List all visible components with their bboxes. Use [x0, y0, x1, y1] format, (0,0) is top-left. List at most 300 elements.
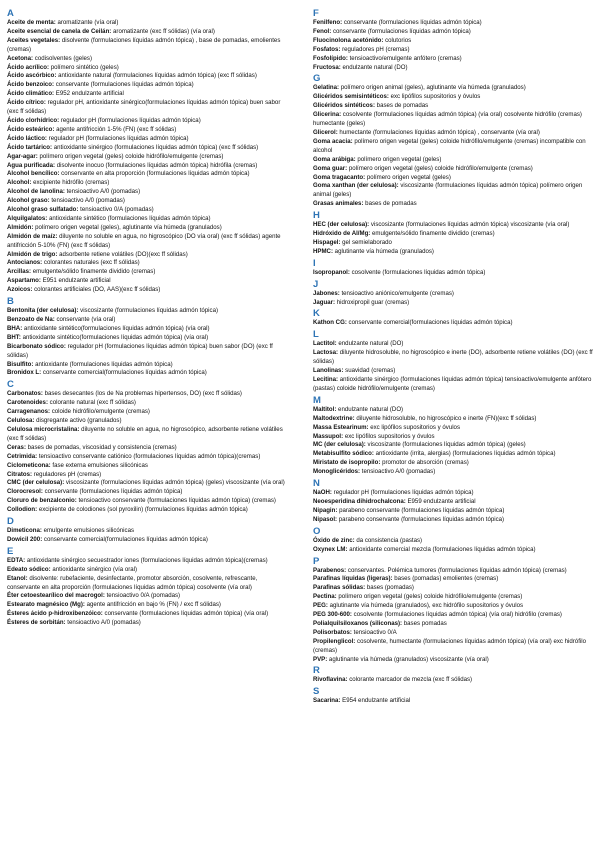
glossary-entry [313, 593, 594, 602]
glossary-entry [7, 527, 289, 536]
entry-description: tensioactivo 0/A (pomadas) [104, 592, 181, 600]
glossary-entry [7, 325, 289, 334]
entry-description: excipiente de colodiones (sol pyroxilin) (formulaciones líquidas admón tópica) [37, 506, 248, 514]
left-column [7, 7, 289, 628]
entry-description: viscosizante (formulaciones líquidas admón tópica) (geles) viscosizante (vía oral) [64, 479, 285, 487]
glossary-entry [313, 19, 594, 28]
entry-term: Parabenos: [313, 566, 347, 574]
entry-description: polímero origen vegetal (geles) [355, 155, 442, 163]
entry-term: Ácido tartárico: [7, 143, 53, 151]
entry-term: CMC (der celulosa): [7, 479, 65, 487]
entry-description: antioxidante (irrita, alergias) (formulaciones líquidas admón tópica) [373, 450, 556, 458]
entry-description: conservante (formulaciones líquidas admón tópica) (vía oral) [102, 610, 269, 618]
section-letter: K [313, 308, 320, 320]
glossary-entry [7, 162, 289, 171]
section-letter: P [313, 555, 320, 567]
entry-description: cosolvente, humectante (formulaciones líquidas admón tópica) (vía oral) exc hidrófilo (cremas) [313, 637, 586, 654]
section-letter: A [7, 8, 14, 19]
glossary-entry [313, 376, 594, 394]
glossary-entry [313, 319, 594, 328]
glossary-entry [7, 316, 289, 325]
entry-description: antioxidante sinérgico (vía oral) [50, 565, 138, 573]
glossary-entry [7, 488, 289, 497]
glossary-entry [7, 268, 289, 277]
entry-term: Ceras: [7, 443, 26, 451]
glossary-entry [313, 84, 594, 93]
glossary-entry [313, 629, 594, 638]
entry-term: Bronidox L: [7, 369, 42, 377]
glossary-entry [7, 334, 289, 343]
entry-description: conservante comercial(formulaciones líquidas admón tópica) [346, 319, 513, 327]
glossary-entry [7, 592, 289, 601]
glossary-entry [7, 28, 289, 37]
entry-description: fase externa emulsiones silicónicas [50, 461, 148, 469]
entry-description: codisolventes (geles) [33, 54, 93, 62]
entry-term: Goma arábiga: [313, 155, 356, 163]
entry-description: tensioactivo conservante (formulaciones líquidas admón tópica) (cremas) [76, 497, 276, 505]
section-letter: O [313, 525, 321, 537]
glossary-entry [7, 497, 289, 506]
entry-description: bases (pomadas) [365, 584, 414, 592]
section-letter: L [313, 329, 319, 341]
entry-description: polímero origen vegetal (geles), aglutinante vía húmeda (granulados) [33, 223, 222, 231]
entry-description: bases (pomadas) emolientes (cremas) [392, 575, 499, 583]
entry-description: E951 endulzante artificial [40, 277, 111, 285]
entry-description: emulgente/sólido finamente dividido (cremas) [31, 268, 156, 276]
glossary-entry [313, 441, 594, 450]
glossary-entry [7, 224, 289, 233]
glossary-entry [313, 340, 594, 349]
entry-term: Fenol: [313, 27, 332, 35]
glossary-entry [313, 584, 594, 593]
entry-term: Oxynex LM: [313, 545, 348, 553]
glossary-entry [7, 215, 289, 224]
entry-term: Aspartamo: [7, 277, 41, 285]
section-letter: I [313, 257, 316, 269]
entry-term: Glicerol: [313, 128, 338, 136]
glossary-entry [7, 453, 289, 462]
entry-description: polímero origen vegetal (geles) coloide hidrófilo/emulgente (cremas) [347, 164, 533, 172]
entry-description: viscosizante (formulaciones líquidas admón tópica) [78, 307, 218, 315]
entry-term: Ésteres de sorbitán: [7, 619, 66, 627]
entry-description: aglutinante vía húmeda (granulados) viscosizante (vía oral) [327, 655, 489, 663]
entry-description: polímero origen vegetal (geles) coloide hidrófilo/emulgente (cremas) incompatible con alcohol [313, 137, 586, 154]
entry-description: bases desecantes (los de Na problemas hipertensos, DO) (exc ff sólidas) [42, 390, 242, 398]
glossary-entry [7, 399, 289, 408]
entry-description: polímero sintético (geles) [49, 63, 119, 71]
entry-term: Estearato magnésico (Mg): [7, 601, 85, 609]
entry-term: Ácido esteárico: [7, 125, 55, 133]
entry-term: Lanolinas: [313, 367, 344, 375]
entry-description: conservantes. Polémica tumores (formulaciones líquidas admón tópica) (cremas) [346, 566, 567, 574]
entry-description: conservante (formulaciones líquidas admón tópica) [42, 488, 183, 496]
entry-description: disolvente inocuo (formulaciones líquidas admón tópica) hidrófila (cremas) [55, 161, 258, 169]
glossary-entry [313, 64, 594, 73]
entry-description: emulgente emulsiones silicónicas [41, 527, 135, 535]
entry-term: Collodion: [7, 506, 38, 514]
glossary-entry [313, 406, 594, 415]
entry-term: Ácido láctico: [7, 134, 47, 142]
entry-description: colorante natural (exc ff sólidas) [47, 399, 136, 407]
entry-term: MC (der celulosa): [313, 441, 366, 449]
entry-term: Ácido climático: [7, 90, 55, 98]
glossary-entry [7, 361, 289, 370]
glossary-entry [7, 64, 289, 73]
entry-description: aromatizante (vía oral) [55, 19, 119, 26]
glossary-entry [7, 37, 289, 55]
entry-description: polímero origen vegetal (geles) coloide hidrófilo/emulgente (cremas) [37, 152, 224, 160]
entry-description: antioxidante sinérgico secuestrador iones (formulaciones líquidas admón tópica)(cremas) [25, 556, 268, 564]
entry-term: Massupol: [313, 432, 344, 440]
glossary-entry [7, 408, 289, 417]
glossary-entry [313, 656, 594, 665]
glossary-entry [313, 28, 594, 37]
entry-term: Almidón de trigo: [7, 250, 58, 258]
entry-term: Polisorbatos: [313, 628, 352, 636]
glossary-entry [7, 557, 289, 566]
entry-term: Ácido cítrico: [7, 99, 46, 107]
glossary-entry [313, 367, 594, 376]
glossary-entry [313, 575, 594, 584]
entry-description: exc lipófilos supositorios y óvulos [368, 423, 460, 431]
glossary-entry [7, 575, 289, 593]
right-column [313, 7, 594, 706]
entry-description: agente antifricción 1-5% (FN) (exc ff sólidas) [54, 125, 177, 133]
glossary-entry [313, 46, 594, 55]
entry-term: Dimeticona: [7, 527, 42, 535]
glossary-entry [7, 619, 289, 628]
glossary-entry [313, 567, 594, 576]
entry-description: E954 endulzante artificial [340, 697, 411, 705]
entry-term: Goma tragacanto: [313, 173, 366, 181]
entry-description: conservante (formulaciones líquidas admón tópica) [331, 27, 471, 35]
entry-term: Cloruro de benzalconio: [7, 497, 77, 505]
glossary-entry [7, 206, 289, 215]
entry-term: Arcillas: [7, 268, 32, 276]
glossary-entry [7, 135, 289, 144]
entry-description: adsorbente retiene volátiles (DO)(exc ff sólidas) [57, 250, 188, 258]
entry-term: NaOH: [313, 489, 332, 497]
entry-description: antioxidante natural (formulaciones líquidas admón tópica) (exc ff sólidas) [56, 72, 257, 80]
glossary-entry [7, 390, 289, 399]
entry-description: exc lipófilos supositorios y óvulos [343, 432, 435, 440]
entry-description: humectante (formulaciones líquidas admón tópica) , conservante (vía oral) [337, 128, 540, 136]
entry-term: EDTA: [7, 556, 26, 564]
entry-description: emulgente/sólido finamente dividido (cremas) [370, 230, 495, 238]
entry-description: viscosizante (formulaciones líquidas admón tópica) viscosizante (vía oral) [369, 221, 570, 229]
entry-term: Acetona: [7, 54, 34, 62]
entry-description: disolvente: rubefaciente, desinfectante, promotor absorción, cosolvente, refrescante, conservante en alta proporción (formulaciones líquidas admón tópica) cosolvente (vía oral) [7, 574, 258, 591]
entry-term: Nipasol: [313, 515, 338, 523]
entry-description: viscosizante (formulaciones líquidas admón tópica) (geles) [365, 441, 526, 449]
entry-description: da consistencia (pastas) [354, 536, 423, 544]
glossary-entry [7, 471, 289, 480]
entry-description: regulador pH (formulaciones líquidas admón tópica) [59, 116, 201, 124]
entry-term: Jabones: [313, 289, 340, 297]
entry-term: Aceite esencial de canela de Ceilán: [7, 27, 112, 35]
entry-term: Alcohol graso sulfatado: [7, 206, 79, 214]
entry-description: diluyente hidrosoluble, no higroscópico e inerte (FN)(exc ff sólidas) [354, 414, 537, 422]
entry-term: Glicéridos semisintéticos: [313, 93, 389, 101]
glossary-entry [313, 424, 594, 433]
entry-term: Parafinas líquidas (ligeras): [313, 575, 393, 583]
entry-term: Massa Estearinum: [313, 423, 369, 431]
glossary-entry [7, 81, 289, 90]
entry-term: Fructosa: [313, 63, 341, 71]
entry-description: aglutinante vía húmeda (granulados), exc hidrófilo supositorios y óvulos [327, 602, 524, 610]
glossary-entry [7, 610, 289, 619]
glossary-entry [7, 479, 289, 488]
glossary-entry [7, 144, 289, 153]
entry-description: antioxidante sintético(formulaciones líquidas admón tópica) (vía oral) [20, 333, 209, 341]
glossary-entry [313, 546, 594, 555]
entry-term: Polialquilsiloxanos (siliconas): [313, 619, 403, 627]
glossary-entry [7, 369, 289, 378]
entry-description: E952 endulzante artificial [54, 90, 124, 98]
glossary-entry [313, 537, 594, 546]
glossary-entry [7, 307, 289, 316]
entry-description: tensioactivo A/0 (pomadas) [64, 188, 141, 196]
entry-description: antioxidante sinérgico (formulaciones líquidas admón tópica) tensioactivo/emulgente anfótero (pastas) coloide hidrófilo/emulgente (cremas) [313, 376, 592, 392]
glossary-entry [313, 239, 594, 248]
entry-description: regulador pH, antioxidante sinérgico(formulaciones líquidas admón tópica) buen sabor (exc ff sólidas) [7, 99, 281, 116]
entry-term: Celulosa microcristalina: [7, 425, 80, 433]
glossary-entry [313, 290, 594, 299]
entry-term: Propilenglicol: [313, 637, 356, 645]
entry-term: Aceites vegetales: [7, 36, 61, 44]
glossary-entry [313, 507, 594, 516]
entry-term: Fosfolípido: [313, 54, 348, 62]
entry-description: E959 endulzante artificial [405, 497, 476, 505]
glossary-entry [313, 200, 594, 209]
entry-description: tensioactivo 0/A [351, 628, 397, 636]
entry-term: Celulosa: [7, 417, 35, 425]
entry-description: diluyente hidrosoluble, no higroscópico e inerte (DO), adsorbente retiene volátiles (DO) (exc ff sólidas) [313, 349, 593, 366]
glossary-entry [313, 299, 594, 308]
entry-description: polímero origen vegetal (geles) [365, 173, 451, 181]
entry-description: excipiente hidrófilo (cremas) [31, 179, 110, 187]
entry-term: Clorocresol: [7, 488, 43, 496]
entry-term: Almidón de maíz: [7, 232, 58, 240]
glossary-entry [313, 433, 594, 442]
entry-description: diluyente no soluble en agua, no higroscópico, adsorbente retiene volátiles (exc ff sólidas) [7, 425, 283, 442]
entry-term: Maltitol: [313, 405, 337, 413]
entry-term: Maltodextrine: [313, 414, 355, 422]
entry-term: Dowicil 200: [7, 535, 43, 543]
entry-term: Ésteres ácido p-hidroxibenzóico: [7, 610, 103, 618]
entry-description: colorante marcador de mezcla (exc ff sólidas) [347, 676, 473, 684]
entry-term: Bentonita (der celulosa): [7, 307, 79, 315]
entry-term: Hispagel: [313, 238, 341, 246]
section-letter: S [313, 686, 320, 698]
entry-description: bases pomadas [402, 619, 447, 627]
entry-term: PEG 300-600: [313, 611, 352, 619]
glossary-entry [313, 676, 594, 685]
entry-description: parabeno conservante (formulaciones líquidas admón tópica) [337, 515, 505, 523]
entry-term: Hidróxido de Al/Mg: [313, 230, 371, 238]
entry-term: Citratos: [7, 470, 33, 478]
entry-description: antioxidante sinérgico (formulaciones líquidas admón tópica) (exc ff sólidas) [52, 143, 259, 151]
entry-term: Alcohol: [7, 179, 32, 187]
entry-description: endulzante natural (DO) [336, 340, 404, 348]
glossary-entry [313, 37, 594, 46]
entry-term: Miristato de isopropilo: [313, 459, 381, 467]
section-letter: R [313, 665, 320, 677]
glossary-entry [313, 93, 594, 102]
glossary-entry [7, 55, 289, 64]
entry-term: Monoglicéridos: [313, 468, 361, 476]
entry-description: cosolvente (formulaciones líquidas admón tópica) [349, 268, 486, 276]
entry-description: bases de pomadas [363, 200, 417, 208]
glossary-entry [313, 55, 594, 64]
entry-term: Fenilfeno: [313, 19, 343, 26]
entry-term: Neoesperidina dihidrochalcona: [313, 497, 406, 505]
section-letter: M [313, 394, 321, 406]
glossary-entry [313, 349, 594, 367]
glossary-entry [7, 417, 289, 426]
glossary-entry [7, 566, 289, 575]
section-letter: E [7, 545, 14, 557]
entry-description: aglutinante vía húmeda (granulados) [332, 247, 434, 255]
entry-term: Rivoflavina: [313, 676, 348, 684]
entry-description: bases de pomadas, viscosidad y consistencia (cremas) [25, 443, 177, 451]
entry-description: endulzante natural (DO) [336, 405, 404, 413]
entry-description: endulzante natural (DO) [340, 63, 408, 71]
entry-description: reguladores pH (cremas) [340, 45, 410, 53]
entry-term: Fluocinolona acetónido: [313, 36, 384, 44]
entry-description: gel semielaborado [340, 238, 392, 246]
glossary-entry [7, 19, 289, 28]
glossary-entry [313, 468, 594, 477]
entry-description: tensioactivo 0/A (pomadas) [78, 206, 154, 214]
entry-description: suavidad (cremas) [343, 367, 396, 375]
entry-description: tensioactivo A/0 (pomadas) [49, 197, 125, 205]
entry-term: PVP: [313, 655, 328, 663]
glossary-entry [313, 638, 594, 656]
entry-term: Fosfatos: [313, 45, 341, 53]
entry-term: Parafinas sólidas: [313, 584, 366, 592]
entry-term: Ácido acrílico: [7, 63, 49, 71]
glossary-entry [313, 697, 594, 706]
section-letter: D [7, 516, 14, 528]
glossary-entry [313, 230, 594, 239]
entry-description: antioxidante sintético(formulaciones líquidas admón tópica) (vía oral) [22, 324, 210, 332]
glossary-entry [313, 459, 594, 468]
entry-description: conservante (formulaciones líquidas admón tópica) [54, 81, 194, 89]
entry-description: cosolvente (formulaciones líquidas admón tópica) (vía oral) hidrófilo (cremas) [351, 611, 562, 619]
entry-term: Carbonatos: [7, 390, 43, 398]
glossary-entry [7, 286, 289, 295]
glossary-entry [7, 506, 289, 515]
entry-description: conservante (vía oral) [54, 316, 116, 323]
glossary-entry [313, 248, 594, 257]
entry-description: tensioactivo/emulgente anfótero (cremas) [347, 54, 462, 62]
entry-term: Agua purificada: [7, 161, 56, 169]
entry-description: agente antifricción en bajo % (FN) / exc ff sólidas) [84, 601, 221, 609]
entry-description: reguladores pH (cremas) [32, 470, 102, 478]
entry-term: Alquilgalatos: [7, 214, 48, 222]
entry-term: Goma guar: [313, 164, 348, 172]
entry-term: Nipagin: [313, 506, 338, 514]
glossary-entry [7, 259, 289, 268]
glossary-entry [7, 188, 289, 197]
glossary-entry [7, 444, 289, 453]
glossary-entry [313, 620, 594, 629]
entry-term: Ácido ascórbico: [7, 72, 57, 80]
glossary-entry [7, 536, 289, 545]
glossary-entry [313, 269, 594, 278]
entry-term: BHT: [7, 333, 21, 341]
entry-term: Isopropanol: [313, 268, 350, 276]
glossary-entry [313, 516, 594, 525]
entry-term: Aceite de menta: [7, 19, 56, 26]
glossary-entry [7, 153, 289, 162]
glossary-entry [7, 343, 289, 361]
glossary-entry [313, 450, 594, 459]
entry-description: antioxidante comercial mezcla (formulaciones líquidas admón tópica) [347, 545, 536, 553]
glossary-entry [7, 462, 289, 471]
entry-term: HPMC: [313, 247, 333, 255]
entry-description: conservante en alta proporción (formulaciones líquidas admón tópica) [59, 170, 250, 178]
entry-term: Pectina: [313, 593, 337, 601]
glossary-entry [313, 111, 594, 129]
glossary-entry [7, 179, 289, 188]
entry-term: HEC (der celulosa): [313, 221, 370, 229]
entry-description: viscosizante (formulaciones líquidas admón tópica) polímero origen animal (geles) [313, 182, 583, 199]
glossary-entry [313, 602, 594, 611]
entry-term: Ácido benzoico: [7, 81, 55, 89]
entry-term: Antocianos: [7, 259, 43, 267]
section-letter: C [7, 379, 14, 391]
glossary-entry [7, 126, 289, 135]
glossary-entry [7, 601, 289, 610]
entry-term: Etanol: [7, 574, 28, 582]
section-letter: G [313, 73, 321, 85]
entry-description: antioxidante sintético (formulaciones líquidas admón tópica) [47, 214, 211, 222]
entry-term: Carotenoides: [7, 399, 48, 407]
entry-term: Metabisulfito sódico: [313, 450, 374, 458]
entry-description: conservante comercial(formulaciones líquidas admón tópica) [41, 369, 207, 377]
entry-description: tensioactivo aniónico/emulgente (cremas) [339, 289, 454, 297]
glossary-entry [313, 165, 594, 174]
entry-description: polímero origen animal (geles), aglutinante vía húmeda (granulados) [339, 84, 526, 92]
glossary-entry [7, 233, 289, 251]
glossary-entry [7, 90, 289, 99]
entry-term: Jaguar: [313, 298, 336, 306]
entry-description: regulador pH (formulaciones líquidas admón tópica) buen sabor (DO) (exc ff sólidas) [7, 342, 273, 359]
entry-description: parabeno conservante (formulaciones líquidas admón tópica) [337, 506, 505, 514]
entry-term: Lactosa: [313, 349, 339, 357]
entry-term: Ciclometicona: [7, 461, 51, 469]
entry-description: coloide hidrófilo/emulgente (cremas) [50, 408, 150, 416]
entry-description: hidroxipropil guar (cremas) [335, 298, 410, 306]
entry-description: polímero origen vegetal (geles) coloide hidrófilo/emulgente (cremas) [336, 593, 523, 601]
entry-term: Lecitina: [313, 376, 339, 383]
glossary-entry [313, 138, 594, 156]
glossary-entry [7, 277, 289, 286]
glossary-entry [7, 72, 289, 81]
entry-term: Carragenanos: [7, 408, 51, 416]
entry-description: aromatizante (exc ff sólidas) (vía oral) [111, 27, 215, 35]
entry-description: exc lipófilos supositorios y óvulos [388, 93, 481, 101]
entry-description: regulador pH (formulaciones líquidas admón tópica) [46, 134, 189, 142]
entry-description: bases de pomadas [374, 102, 429, 110]
glossary-entry [7, 170, 289, 179]
section-letter: H [313, 210, 320, 222]
glossary-entry [313, 415, 594, 424]
entry-description: regulador pH (formulaciones líquidas admón tópica) [331, 489, 474, 497]
entry-term: Gelatina: [313, 84, 340, 92]
